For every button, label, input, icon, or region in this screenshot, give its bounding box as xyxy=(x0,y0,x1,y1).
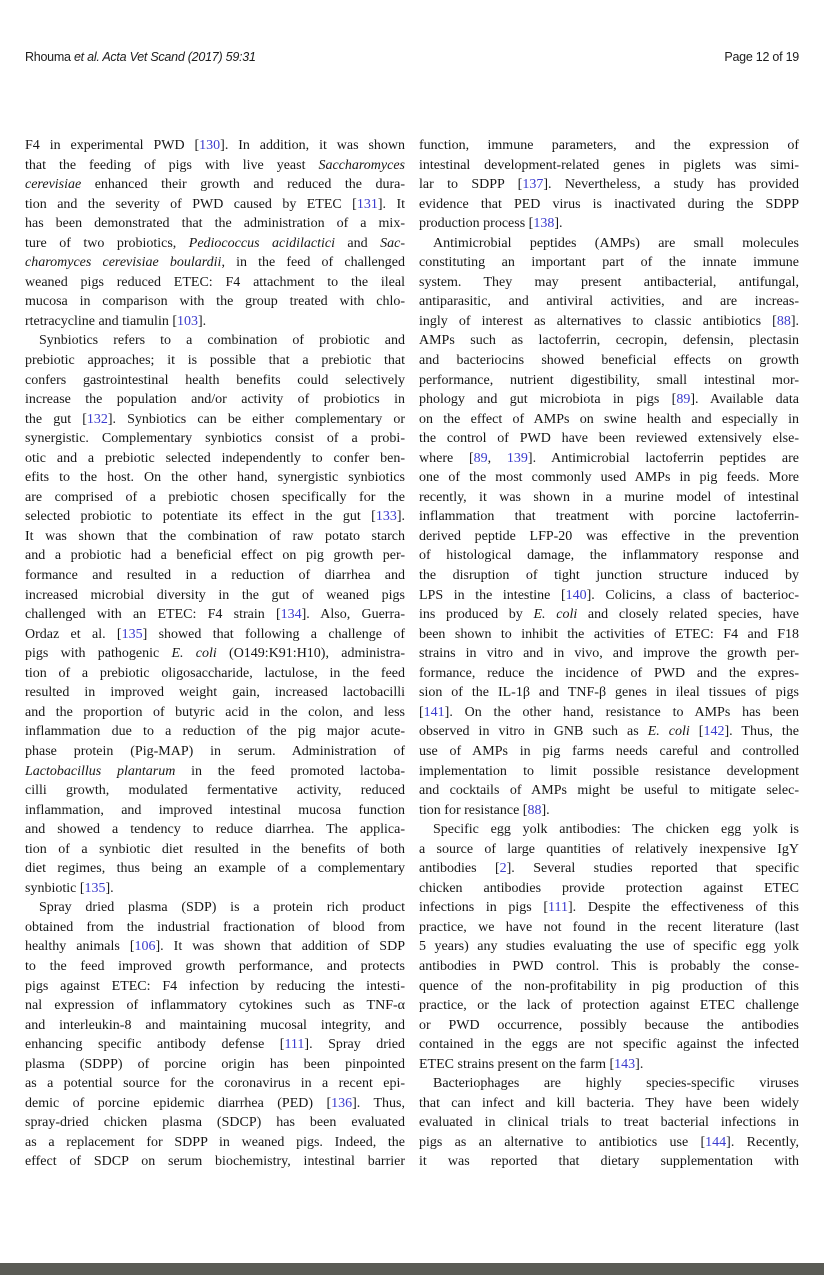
text-line xyxy=(419,156,799,176)
page-number: Page 12 of 19 xyxy=(724,50,799,64)
text-line xyxy=(419,722,799,742)
citation-ref[interactable]: 131 xyxy=(356,196,378,212)
text-run: on the effect of AMPs on swine health and especially in xyxy=(419,411,799,427)
text-line xyxy=(419,683,799,703)
text-run: has been demonstrated that the administration of a mix- xyxy=(25,216,405,232)
citation-ref[interactable]: 143 xyxy=(614,1056,636,1072)
text-run: recently, it was shown in a murine model of intestinal xyxy=(419,489,799,505)
text-line xyxy=(419,214,799,234)
text-run: resulted in improved weight gain, increased lactobacilli xyxy=(25,685,405,701)
text-line xyxy=(25,292,405,312)
citation-ref[interactable]: 135 xyxy=(121,626,143,642)
text-line xyxy=(25,390,405,410)
text-run: ]. Several studies reported that specific xyxy=(506,861,799,877)
text-line xyxy=(419,527,799,547)
italic-text: Lactobacillus plantarum xyxy=(25,763,176,779)
text-run: tion of a prebiotic oligosaccharide, lactulose, in the feed xyxy=(25,665,405,681)
text-run: ]. Also, Guerra- xyxy=(301,607,405,623)
text-line xyxy=(25,1113,405,1133)
text-run: and the proportion of butyric acid in the colon, and less xyxy=(25,704,405,720)
text-line xyxy=(419,507,799,527)
text-run: ]. Thus, xyxy=(352,1095,405,1111)
text-line xyxy=(25,175,405,195)
text-run: ]. xyxy=(396,509,405,525)
text-run: enhanced their growth and reduced the dura- xyxy=(81,177,405,193)
text-run: ]. Thus, the xyxy=(724,724,800,740)
citation-ref[interactable]: 141 xyxy=(423,704,445,720)
text-run: ] showed that following a challenge of xyxy=(142,626,405,642)
text-run: and interleukin-8 and maintaining mucosal integrity, and xyxy=(25,1017,405,1033)
text-run: increased microbial diversity in the gut of weaned pigs xyxy=(25,587,405,603)
text-run: , xyxy=(487,450,507,466)
text-line xyxy=(25,410,405,430)
text-line xyxy=(25,312,405,332)
text-line xyxy=(419,253,799,273)
text-run: strains in vitro and in vivo, and improve the growth per- xyxy=(419,646,799,662)
text-run: where [ xyxy=(419,450,474,466)
text-line xyxy=(419,410,799,430)
text-line xyxy=(25,586,405,606)
text-line xyxy=(419,292,799,312)
text-line xyxy=(419,1094,799,1114)
text-run: the gut [ xyxy=(25,411,87,427)
text-line xyxy=(25,762,405,782)
text-run: practice, or the lack of protection against ETEC challenge xyxy=(419,998,799,1014)
text-line xyxy=(25,859,405,879)
text-run: Specific egg yolk antibodies: The chicken egg yolk is xyxy=(433,822,799,838)
text-line xyxy=(25,331,405,351)
text-run: prebiotic approaches; it is possible that a prebiotic that xyxy=(25,353,405,369)
text-run: production process [ xyxy=(419,216,534,232)
citation-ref[interactable]: 136 xyxy=(331,1095,353,1111)
citation-ref[interactable]: 134 xyxy=(280,607,302,623)
text-run: one of the most commonly used AMPs in pig feeds. More xyxy=(419,470,799,486)
text-line xyxy=(419,468,799,488)
text-run: ]. It xyxy=(377,196,405,212)
text-line xyxy=(25,449,405,469)
text-line xyxy=(419,879,799,899)
italic-text: E. coli xyxy=(533,607,578,623)
text-run: and closely related species, have xyxy=(577,607,799,623)
text-run: ]. Despite the effectiveness of this xyxy=(568,900,799,916)
text-run: performance, nutrient digestibility, small intestinal mor- xyxy=(419,372,799,388)
text-run: healthy animals [ xyxy=(25,939,135,955)
text-run: demic of porcine epidemic diarrhea (PED) [ xyxy=(25,1095,332,1111)
text-run: lar to SDPP [ xyxy=(419,177,523,193)
text-line xyxy=(25,136,405,156)
citation-ref[interactable]: 103 xyxy=(177,313,198,329)
citation-ref[interactable]: 135 xyxy=(84,880,106,896)
text-run: function, immune parameters, and the expression of xyxy=(419,138,799,153)
text-run: synergistic. Complementary synbiotics consist of a probi- xyxy=(25,431,405,447)
text-run: in the feed promoted lactoba- xyxy=(175,763,405,779)
italic-text: Pediococcus acidilactici xyxy=(188,235,335,251)
text-line xyxy=(25,351,405,371)
text-run: antibodies [ xyxy=(419,861,500,877)
journal-citation xyxy=(25,50,256,64)
text-run: inflammation due to a reduction of the pig major acute- xyxy=(25,724,405,740)
citation-ref[interactable]: 142 xyxy=(703,724,725,740)
text-run: ]. It was shown that addition of SDP xyxy=(155,939,405,955)
citation-ref[interactable]: 111 xyxy=(284,1037,305,1053)
text-line xyxy=(25,605,405,625)
text-line xyxy=(25,957,405,977)
text-run: [ xyxy=(689,724,704,740)
text-line xyxy=(419,762,799,782)
text-line xyxy=(419,371,799,391)
italic-text: Sac- xyxy=(380,235,405,251)
text-run: or PWD occurrence, possibly because the antibodies xyxy=(419,1017,799,1033)
text-line xyxy=(25,840,405,860)
text-line xyxy=(25,488,405,508)
text-line xyxy=(419,840,799,860)
text-line xyxy=(419,1074,799,1094)
text-line xyxy=(419,977,799,997)
text-run: [ xyxy=(419,704,424,720)
text-line xyxy=(25,253,405,273)
text-line xyxy=(25,1094,405,1114)
text-run: a source of large quantities of relatively inexpensive IgY xyxy=(419,841,799,857)
page-header xyxy=(25,50,799,64)
text-run: ]. Spray dried xyxy=(304,1037,405,1053)
text-run: Ordaz et al. [ xyxy=(25,626,122,642)
text-run: AMPs such as lactoferrin, cecropin, defensin, plectasin xyxy=(419,333,799,349)
italic-text: charomyces cerevisiae boulardii xyxy=(25,255,222,271)
italic-text: cerevisiae xyxy=(25,177,82,193)
text-run: ins produced by xyxy=(419,607,534,623)
text-run: constituting an important part of the innate immune xyxy=(419,255,799,271)
citation-ref[interactable]: 133 xyxy=(375,509,397,525)
text-run: been shown to inhibit the activities of ETEC: F4 and F18 xyxy=(419,626,799,642)
citation-ref[interactable]: 88 xyxy=(776,313,791,329)
text-line xyxy=(419,566,799,586)
text-line xyxy=(25,625,405,645)
text-run: ETEC strains present on the farm [ xyxy=(419,1056,615,1072)
text-line xyxy=(419,1152,799,1172)
text-run: tion for resistance [ xyxy=(419,802,528,818)
text-line xyxy=(419,136,799,156)
text-line xyxy=(25,566,405,586)
text-run: Bacteriophages are highly species-specific viruses xyxy=(433,1076,799,1092)
text-run: inflammation, and improved intestinal mucosa function xyxy=(25,802,405,818)
text-run: inflammation that treatment with porcine lactoferrin- xyxy=(419,509,799,525)
text-run: LPS in the intestine [ xyxy=(419,587,566,603)
text-line xyxy=(25,781,405,801)
text-run: nal expression of inflammatory cytokines such as TNF-α xyxy=(25,998,405,1014)
text-run: system. They may present antibacterial, antifungal, xyxy=(419,274,799,290)
italic-text: (2017) 59:31 xyxy=(184,50,256,64)
text-run: ingly of interest as alternatives to classic antibiotics [ xyxy=(419,313,777,329)
text-line xyxy=(25,683,405,703)
italic-text: E. coli xyxy=(647,724,690,740)
text-line xyxy=(419,351,799,371)
text-run: and xyxy=(334,235,381,251)
text-run: ]. On the other hand, resistance to AMPs has been xyxy=(444,704,799,720)
text-line xyxy=(419,1133,799,1153)
text-run: obtained from the industrial fractionation of blood from xyxy=(25,919,405,935)
citation-ref[interactable]: 139 xyxy=(506,450,528,466)
text-line xyxy=(419,918,799,938)
text-run: selected probiotic to potentiate its effect in the gut [ xyxy=(25,509,376,525)
citation-ref[interactable]: 130 xyxy=(199,138,221,153)
text-run: confers gastrointestinal health benefits could selectively xyxy=(25,372,405,388)
text-run: efits to the host. On the other hand, synergistic synbiotics xyxy=(25,470,405,486)
text-run: ]. xyxy=(554,216,563,232)
text-line xyxy=(25,1074,405,1094)
text-line xyxy=(25,820,405,840)
content-columns xyxy=(25,136,800,1172)
text-run: plasma (SDPP) of porcine origin has been pinpointed xyxy=(25,1056,405,1072)
text-run: chicken antibodies provide protection against ETEC xyxy=(419,880,799,896)
text-run: tion and the severity of PWD caused by ETEC [ xyxy=(25,196,357,212)
text-line xyxy=(25,234,405,254)
text-run: to the feed improved growth performance, and protects xyxy=(25,958,405,974)
text-line xyxy=(419,586,799,606)
citation-ref[interactable]: 111 xyxy=(548,900,569,916)
text-line xyxy=(419,1055,799,1075)
text-run: enhancing specific antibody defense [ xyxy=(25,1037,285,1053)
text-line xyxy=(419,801,799,821)
italic-text: et al. Acta Vet Scand xyxy=(73,50,185,64)
text-run: antibodies in PWD control. This is probably the conse- xyxy=(419,958,799,974)
text-run: infections in pigs [ xyxy=(419,900,549,916)
text-line xyxy=(25,918,405,938)
column-right xyxy=(419,136,799,1172)
text-run: intestinal development-related genes in piglets was simi- xyxy=(419,157,799,173)
text-run: spray-dried chicken plasma (SDCP) has been evaluated xyxy=(25,1115,405,1131)
text-line xyxy=(25,507,405,527)
text-run: effect of SDCP on serum biochemistry, intestinal barrier xyxy=(25,1154,405,1170)
text-run: use of AMPs in pig farms needs careful and controlled xyxy=(419,743,799,759)
text-line xyxy=(25,1055,405,1075)
text-run: challenged with an ETEC: F4 strain [ xyxy=(25,607,281,623)
text-line xyxy=(25,1016,405,1036)
text-run: ]. Antimicrobial lactoferrin peptides are xyxy=(527,450,799,466)
text-run: synbiotic [ xyxy=(25,880,85,896)
text-line xyxy=(25,273,405,293)
footer-bar xyxy=(0,1263,824,1275)
text-line xyxy=(419,664,799,684)
text-line xyxy=(419,175,799,195)
text-line xyxy=(25,996,405,1016)
text-run: (O149:K91:H10), administra- xyxy=(216,646,405,662)
text-line xyxy=(25,1133,405,1153)
text-line xyxy=(419,195,799,215)
text-run: implementation to limit possible resistance development xyxy=(419,763,799,779)
citation-ref[interactable]: 138 xyxy=(533,216,555,232)
text-run: and showed a tendency to reduce diarrhea. The applica- xyxy=(25,822,405,838)
text-run: Rhouma xyxy=(25,50,74,64)
text-line xyxy=(25,156,405,176)
text-line xyxy=(25,801,405,821)
column-left xyxy=(25,136,405,1172)
text-run: pigs with pathogenic xyxy=(25,646,172,662)
text-run: rtetracycline and tiamulin [ xyxy=(25,313,177,329)
text-run: cilli growth, modulated fermentative activity, reduced xyxy=(25,783,405,799)
text-run: contained in the eggs are not specific against the infected xyxy=(419,1037,799,1053)
text-run: Spray dried plasma (SDP) is a protein rich product xyxy=(39,900,405,916)
text-line xyxy=(419,644,799,664)
text-run: F4 in experimental PWD [ xyxy=(25,138,200,153)
text-line xyxy=(25,722,405,742)
text-line xyxy=(25,429,405,449)
text-run: mucosa in comparison with the group treated with chlo- xyxy=(25,294,405,310)
text-line xyxy=(419,234,799,254)
text-run: increase the population and/or activity of probiotics in xyxy=(25,392,405,408)
text-run: ture of two probiotics, xyxy=(25,235,189,251)
text-run: sion of the IL-1β and TNF-β genes in ileal tissues of pigs xyxy=(419,685,799,701)
text-line xyxy=(419,625,799,645)
text-run: ]. Recently, xyxy=(726,1134,799,1150)
text-line xyxy=(25,644,405,664)
text-run: as a replacement for SDPP in weaned pigs. Indeed, the xyxy=(25,1134,405,1150)
text-run: ]. xyxy=(790,313,799,329)
text-run: the control of PWD have been reviewed extensively else- xyxy=(419,431,799,447)
text-run: 5 years) any studies evaluating the use of specific egg yolk xyxy=(419,939,799,955)
text-run: pigs against ETEC: F4 infection by reducing the intesti- xyxy=(25,978,405,994)
text-run: the disruption of tight junction structure induced by xyxy=(419,568,799,584)
text-run: phase protein (Pig-MAP) in serum. Administration of xyxy=(25,743,405,759)
text-run: and bacteriocins showed beneficial effects on growth xyxy=(419,353,799,369)
text-run: observed in vitro in GNB such as xyxy=(419,724,648,740)
text-run: of histological damage, the inflammatory response and xyxy=(419,548,799,564)
citation-ref[interactable]: 140 xyxy=(565,587,587,603)
text-line xyxy=(419,429,799,449)
italic-text: Saccharomyces xyxy=(318,157,405,173)
text-run: ]. Available data xyxy=(690,392,799,408)
text-run: that the feeding of pigs with live yeast xyxy=(25,157,319,173)
text-run: evaluated in clinical trials to treat bacterial infections in xyxy=(419,1115,799,1131)
text-run: quence of the non-profitability in pig production of this xyxy=(419,978,799,994)
text-line xyxy=(25,527,405,547)
citation-ref[interactable]: 137 xyxy=(522,177,544,193)
text-run: it was reported that dietary supplementation with xyxy=(419,1154,799,1170)
text-line xyxy=(25,977,405,997)
text-line xyxy=(419,898,799,918)
text-run: antiparasitic, and antiviral activities, and are increas- xyxy=(419,294,799,310)
text-run: and a probiotic had a beneficial effect on pig growth per- xyxy=(25,548,405,564)
text-line xyxy=(419,1113,799,1133)
text-line xyxy=(419,742,799,762)
text-line xyxy=(419,781,799,801)
citation-ref[interactable]: 88 xyxy=(527,802,542,818)
text-run: weaned pigs reduced ETEC: F4 attachment to the ileal xyxy=(25,274,405,290)
text-line xyxy=(25,546,405,566)
text-run: practice, we have not found in the recent literature (last xyxy=(419,919,799,935)
text-line xyxy=(25,937,405,957)
text-line xyxy=(419,1016,799,1036)
text-line xyxy=(419,957,799,977)
text-run: Synbiotics refers to a combination of probiotic and xyxy=(39,333,405,349)
text-run: It was shown that the combination of raw potato starch xyxy=(25,528,405,544)
citation-ref[interactable]: 89 xyxy=(473,450,488,466)
text-run: evidence that PED virus is inactivated during the SDPP xyxy=(419,196,799,212)
text-line xyxy=(25,195,405,215)
text-run: ]. Colicins, a class of bacterioc- xyxy=(586,587,799,603)
text-run: ]. xyxy=(635,1056,644,1072)
text-line xyxy=(25,1152,405,1172)
text-run: tion of a synbiotic diet resulted in the benefits of both xyxy=(25,841,405,857)
text-run: ]. In addition, it was shown xyxy=(220,138,405,153)
text-line xyxy=(25,371,405,391)
citation-ref[interactable]: 89 xyxy=(676,392,691,408)
text-line xyxy=(419,546,799,566)
text-line xyxy=(25,468,405,488)
text-line xyxy=(419,996,799,1016)
text-run: pigs as an alternative to antibiotics use [ xyxy=(419,1134,706,1150)
citation-ref[interactable]: 132 xyxy=(86,411,108,427)
text-run: ]. Synbiotics can be either complementary or xyxy=(107,411,405,427)
text-run: , in the feed of challenged xyxy=(221,255,405,271)
text-line xyxy=(419,273,799,293)
text-line xyxy=(419,605,799,625)
text-run: Antimicrobial peptides (AMPs) are small molecules xyxy=(433,235,799,251)
text-run: formance and resulted in a reduction of diarrhea and xyxy=(25,568,405,584)
text-run: are comprised of a prebiotic chosen specifically for the xyxy=(25,489,405,505)
text-run: ]. xyxy=(541,802,550,818)
text-line xyxy=(419,390,799,410)
text-line xyxy=(419,937,799,957)
text-line xyxy=(25,879,405,899)
text-line xyxy=(419,331,799,351)
text-run: phology and gut microbiota in pigs [ xyxy=(419,392,677,408)
text-line xyxy=(419,859,799,879)
text-line xyxy=(25,664,405,684)
text-line xyxy=(25,742,405,762)
text-line xyxy=(419,1035,799,1055)
text-run: derived peptide LFP-20 was effective in the prevention xyxy=(419,528,799,544)
italic-text: E. coli xyxy=(171,646,217,662)
text-run: ]. Nevertheless, a study has provided xyxy=(543,177,799,193)
text-run: and cocktails of AMPs might be useful to mitigate selec- xyxy=(419,783,799,799)
text-line xyxy=(25,703,405,723)
text-line xyxy=(419,312,799,332)
text-run: that can infect and kill bacteria. They have been widely xyxy=(419,1095,799,1111)
text-run: diet regimes, thus being an example of a complementary xyxy=(25,861,405,877)
text-line xyxy=(419,820,799,840)
text-run: ]. xyxy=(105,880,114,896)
text-line xyxy=(419,703,799,723)
text-line xyxy=(419,488,799,508)
text-line xyxy=(25,1035,405,1055)
text-run: as a potential source for the coronavirus in a recent epi- xyxy=(25,1076,405,1092)
text-line xyxy=(25,214,405,234)
text-run: formance, reduce the incidence of PWD and the expres- xyxy=(419,665,799,681)
citation-ref[interactable]: 2 xyxy=(499,861,507,877)
text-run: ]. xyxy=(198,313,207,329)
text-line xyxy=(419,449,799,469)
text-run: otic and a prebiotic selected independently to confer ben- xyxy=(25,450,405,466)
citation-ref[interactable]: 144 xyxy=(705,1134,727,1150)
text-line xyxy=(25,898,405,918)
citation-ref[interactable]: 106 xyxy=(134,939,156,955)
